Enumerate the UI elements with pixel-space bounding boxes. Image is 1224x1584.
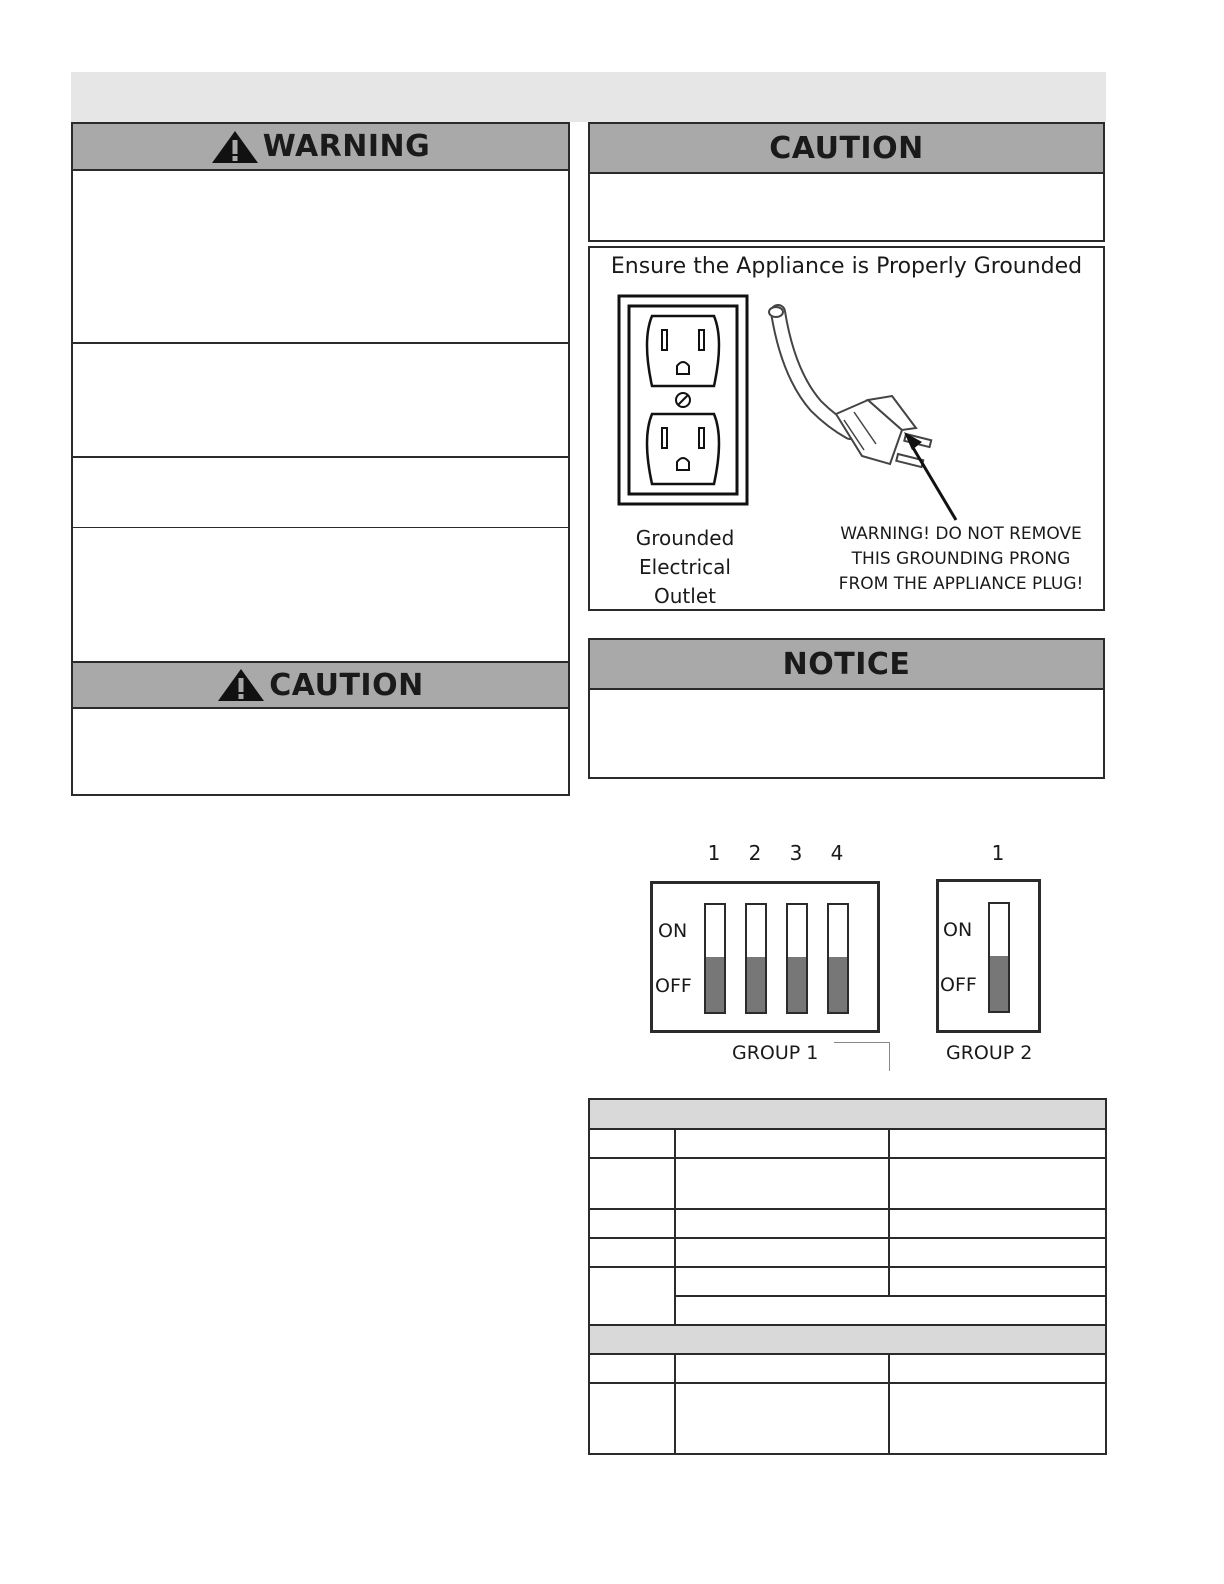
switch-number: 3 [789, 841, 803, 865]
table-section-header [589, 1325, 1106, 1354]
dip-switch-1[interactable] [704, 903, 726, 1014]
table-cell [589, 1267, 675, 1325]
table-cell [675, 1129, 889, 1158]
switch-toggle-off [747, 957, 765, 1012]
notice-title: NOTICE [782, 646, 911, 682]
outlet-label [610, 524, 760, 611]
dip-switch-2[interactable] [745, 903, 767, 1014]
outlet-label-line: Outlet [654, 584, 716, 608]
table-cell [589, 1325, 1106, 1354]
table-cell [675, 1238, 889, 1267]
caution-title-left: CAUTION [269, 667, 424, 703]
on-label: ON [658, 920, 688, 942]
switch-toggle-off [829, 957, 847, 1012]
dip-switch-4[interactable] [827, 903, 849, 1014]
warning-header [73, 124, 568, 171]
table-cell [889, 1383, 1106, 1454]
table-cell [675, 1267, 889, 1296]
table-cell [589, 1383, 675, 1454]
switch-toggle-off [990, 956, 1008, 1011]
dip-switch-3[interactable] [786, 903, 808, 1014]
plug-warning-line: THIS GROUNDING PRONG [851, 549, 1071, 569]
table-cell [889, 1209, 1106, 1238]
page-header-band [71, 72, 1106, 122]
warning-triangle-icon [211, 130, 259, 164]
table-cell [675, 1209, 889, 1238]
warning-section-divider [73, 342, 568, 344]
caution-title-right: CAUTION [769, 130, 924, 166]
table-cell [675, 1158, 889, 1209]
table-row [589, 1158, 1106, 1209]
plug-warning-line: FROM THE APPLIANCE PLUG! [838, 574, 1084, 594]
plug-warning-line: WARNING! DO NOT REMOVE [840, 524, 1082, 544]
warning-section-divider [73, 527, 568, 528]
warning-section-divider [73, 456, 568, 458]
notice-panel [588, 638, 1105, 779]
table-cell [889, 1267, 1106, 1296]
caution-panel-right [588, 122, 1105, 242]
switch-number: 1 [991, 841, 1005, 865]
table-cell [589, 1209, 675, 1238]
table-cell [889, 1129, 1106, 1158]
table-row [589, 1354, 1106, 1383]
table-cell [589, 1099, 1106, 1129]
dip-switch-group-2 [936, 879, 1041, 1033]
on-label: ON [943, 919, 973, 941]
group-2-label: GROUP 2 [946, 1042, 1033, 1064]
caution-header-right [590, 124, 1103, 174]
off-label: OFF [940, 974, 977, 996]
table-row [589, 1129, 1106, 1158]
warning-panel [71, 122, 570, 796]
table-cell [589, 1354, 675, 1383]
table-row [589, 1209, 1106, 1238]
switch-settings-table [588, 1098, 1107, 1455]
plug-warning-text [826, 522, 1096, 597]
table-cell [589, 1238, 675, 1267]
notice-header [590, 640, 1103, 690]
switch-number: 1 [707, 841, 721, 865]
switch-number: 2 [748, 841, 762, 865]
outlet-label-line: Electrical [639, 555, 731, 579]
switch-toggle-off [706, 957, 724, 1012]
grounding-figure-title: Ensure the Appliance is Properly Grounded [610, 254, 1083, 279]
caution-triangle-icon [217, 668, 265, 702]
table-cell [675, 1296, 1106, 1325]
table-row [589, 1238, 1106, 1267]
group-1-label: GROUP 1 [732, 1042, 819, 1064]
grounded-outlet-illustration [617, 294, 751, 508]
table-section-header [589, 1099, 1106, 1129]
table-cell [675, 1354, 889, 1383]
warning-title: WARNING [262, 129, 431, 164]
dip-switch-group-1 [650, 881, 880, 1033]
table-cell [589, 1129, 675, 1158]
caution-header-left [73, 661, 568, 709]
off-label: OFF [655, 975, 692, 997]
table-cell [889, 1354, 1106, 1383]
table-cell [675, 1383, 889, 1454]
table-cell [889, 1238, 1106, 1267]
appliance-plug-illustration [766, 304, 966, 528]
table-cell [589, 1158, 675, 1209]
grounding-figure [588, 246, 1105, 611]
group-1-bracket [834, 1042, 890, 1071]
switch-toggle-off [788, 957, 806, 1012]
table-row [589, 1267, 1106, 1296]
table-cell [889, 1158, 1106, 1209]
outlet-label-line: Grounded [635, 526, 735, 550]
table-row [589, 1383, 1106, 1454]
dip-switch-g2-1[interactable] [988, 902, 1010, 1013]
switch-number: 4 [830, 841, 844, 865]
